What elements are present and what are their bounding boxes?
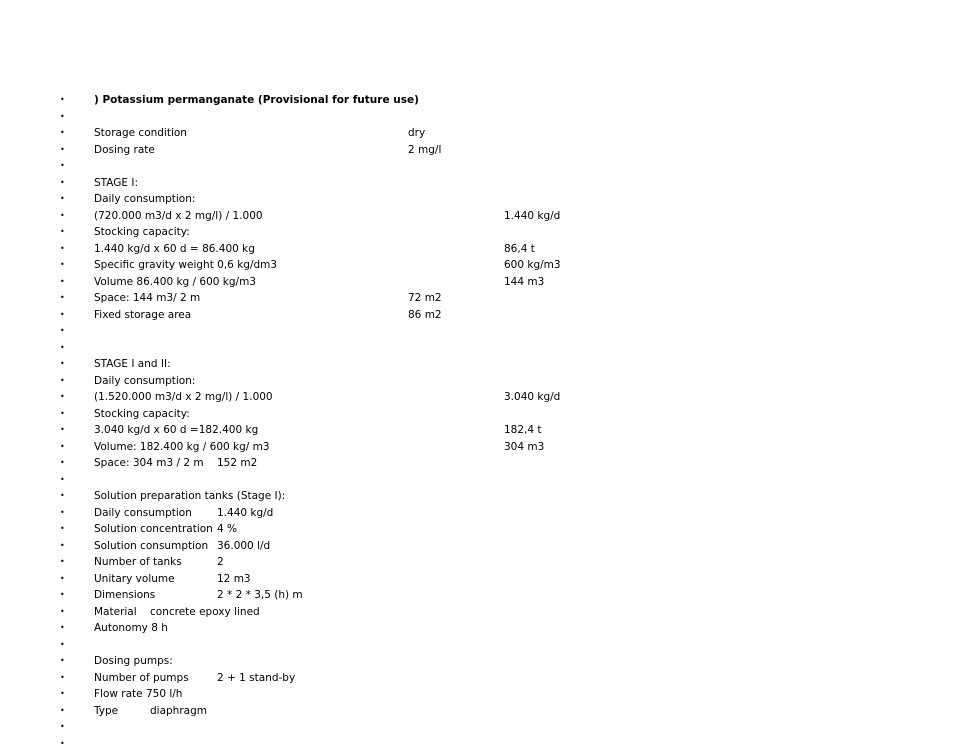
line-value: diaphragm [150, 703, 207, 720]
line-label: STAGE I: [94, 175, 138, 192]
bullet-icon: • [60, 92, 70, 109]
bullet-icon: • [60, 356, 70, 373]
line-label: Dimensions [94, 587, 155, 604]
bullet-line [60, 208, 794, 225]
bullet-icon: • [60, 274, 70, 291]
bullet-icon: • [60, 670, 70, 687]
bullet-line [60, 719, 794, 736]
line-label: Dosing pumps: [94, 653, 173, 670]
bullet-line [60, 538, 794, 555]
line-value: 304 m3 [504, 439, 544, 456]
bullet-icon: • [60, 472, 70, 489]
bullet-icon: • [60, 224, 70, 241]
bullet-icon: • [60, 538, 70, 555]
line-label: Dosing rate [94, 142, 155, 159]
bullet-icon: • [60, 158, 70, 175]
line-value: 36.000 l/d [217, 538, 270, 555]
line-label: STAGE I and II: [94, 356, 171, 373]
line-value: 86,4 t [504, 241, 535, 258]
line-label: Daily consumption [94, 505, 192, 522]
bullet-line [60, 521, 794, 538]
line-value: 2 + 1 stand-by [217, 670, 295, 687]
bullet-icon: • [60, 109, 70, 126]
bullet-icon: • [60, 257, 70, 274]
bullet-icon: • [60, 686, 70, 703]
bullet-icon: • [60, 587, 70, 604]
bullet-line [60, 274, 794, 291]
bullet-line [60, 340, 794, 357]
bullet-icon: • [60, 604, 70, 621]
line-value: 144 m3 [504, 274, 544, 291]
bullet-line [60, 142, 794, 159]
line-value: 2 * 2 * 3,5 (h) m [217, 587, 303, 604]
bullet-icon: • [60, 505, 70, 522]
bullet-line [60, 554, 794, 571]
bullet-icon: • [60, 703, 70, 720]
bullet-line [60, 175, 794, 192]
line-value: 600 kg/m3 [504, 257, 561, 274]
line-value: 72 m2 [408, 290, 442, 307]
line-value: 12 m3 [217, 571, 251, 588]
bullet-line [60, 257, 794, 274]
line-label: Stocking capacity: [94, 406, 190, 423]
line-value: 152 m2 [217, 455, 257, 472]
line-value: 4 % [217, 521, 237, 538]
line-label: Storage condition [94, 125, 187, 142]
line-label: 3.040 kg/d x 60 d =182.400 kg [94, 422, 258, 439]
bullet-icon: • [60, 736, 70, 752]
bullet-icon: • [60, 191, 70, 208]
bullet-line [60, 571, 794, 588]
line-label: Specific gravity weight 0,6 kg/dm3 [94, 257, 277, 274]
bullet-line [60, 373, 794, 390]
bullet-icon: • [60, 455, 70, 472]
bullet-line [60, 356, 794, 373]
line-label: ) Potassium permanganate (Provisional for future use) [94, 92, 419, 109]
bullet-line [60, 125, 794, 142]
bullet-icon: • [60, 422, 70, 439]
line-value: 182,4 t [504, 422, 542, 439]
line-label: Stocking capacity: [94, 224, 190, 241]
bullet-icon: • [60, 488, 70, 505]
line-label: Flow rate 750 l/h [94, 686, 182, 703]
bullet-line [60, 224, 794, 241]
bullet-line [60, 604, 794, 621]
bullet-list [60, 92, 794, 752]
bullet-icon: • [60, 241, 70, 258]
line-label: Solution concentration [94, 521, 213, 538]
bullet-line [60, 439, 794, 456]
line-label: Space: 144 m3/ 2 m [94, 290, 200, 307]
bullet-line [60, 653, 794, 670]
line-value: 1.440 kg/d [217, 505, 273, 522]
bullet-line [60, 736, 794, 752]
bullet-line [60, 455, 794, 472]
line-label: Daily consumption: [94, 373, 195, 390]
bullet-line [60, 472, 794, 489]
bullet-icon: • [60, 406, 70, 423]
bullet-icon: • [60, 620, 70, 637]
line-value: 1.440 kg/d [504, 208, 560, 225]
bullet-line [60, 92, 794, 109]
bullet-icon: • [60, 521, 70, 538]
line-value: dry [408, 125, 425, 142]
bullet-line [60, 241, 794, 258]
line-label: Number of tanks [94, 554, 182, 571]
bullet-icon: • [60, 653, 70, 670]
bullet-icon: • [60, 290, 70, 307]
bullet-icon: • [60, 340, 70, 357]
line-value: 2 [217, 554, 224, 571]
bullet-icon: • [60, 389, 70, 406]
bullet-line [60, 406, 794, 423]
line-label: Volume: 182.400 kg / 600 kg/ m3 [94, 439, 270, 456]
bullet-icon: • [60, 208, 70, 225]
line-value: concrete epoxy lined [150, 604, 260, 621]
bullet-icon: • [60, 307, 70, 324]
line-label: Solution preparation tanks (Stage I): [94, 488, 285, 505]
line-label: Number of pumps [94, 670, 189, 687]
bullet-line [60, 686, 794, 703]
bullet-line [60, 505, 794, 522]
bullet-line [60, 158, 794, 175]
line-label: Type [94, 703, 150, 720]
bullet-line [60, 307, 794, 324]
line-label: Autonomy 8 h [94, 620, 168, 637]
bullet-line [60, 290, 794, 307]
bullet-icon: • [60, 373, 70, 390]
bullet-icon: • [60, 554, 70, 571]
bullet-line [60, 389, 794, 406]
bullet-icon: • [60, 142, 70, 159]
line-label: Material [94, 604, 150, 621]
bullet-icon: • [60, 571, 70, 588]
bullet-line [60, 637, 794, 654]
line-value: 86 m2 [408, 307, 442, 324]
bullet-line [60, 323, 794, 340]
bullet-icon: • [60, 439, 70, 456]
bullet-icon: • [60, 175, 70, 192]
line-label: Daily consumption: [94, 191, 195, 208]
bullet-line [60, 620, 794, 637]
bullet-icon: • [60, 719, 70, 736]
bullet-line [60, 422, 794, 439]
line-label: Unitary volume [94, 571, 175, 588]
line-label: 1.440 kg/d x 60 d = 86.400 kg [94, 241, 255, 258]
bullet-icon: • [60, 125, 70, 142]
bullet-line [60, 488, 794, 505]
line-label: (1.520.000 m3/d x 2 mg/l) / 1.000 [94, 389, 273, 406]
line-value: 2 mg/l [408, 142, 441, 159]
bullet-line [60, 191, 794, 208]
bullet-line [60, 587, 794, 604]
bullet-line [60, 703, 794, 720]
bullet-line [60, 670, 794, 687]
bullet-icon: • [60, 323, 70, 340]
line-label: Space: 304 m3 / 2 m [94, 455, 204, 472]
line-label: (720.000 m3/d x 2 mg/l) / 1.000 [94, 208, 263, 225]
line-label: Fixed storage area [94, 307, 191, 324]
bullet-icon: • [60, 637, 70, 654]
bullet-line [60, 109, 794, 126]
line-label: Volume 86.400 kg / 600 kg/m3 [94, 274, 256, 291]
line-label: Solution consumption [94, 538, 208, 555]
line-value: 3.040 kg/d [504, 389, 560, 406]
